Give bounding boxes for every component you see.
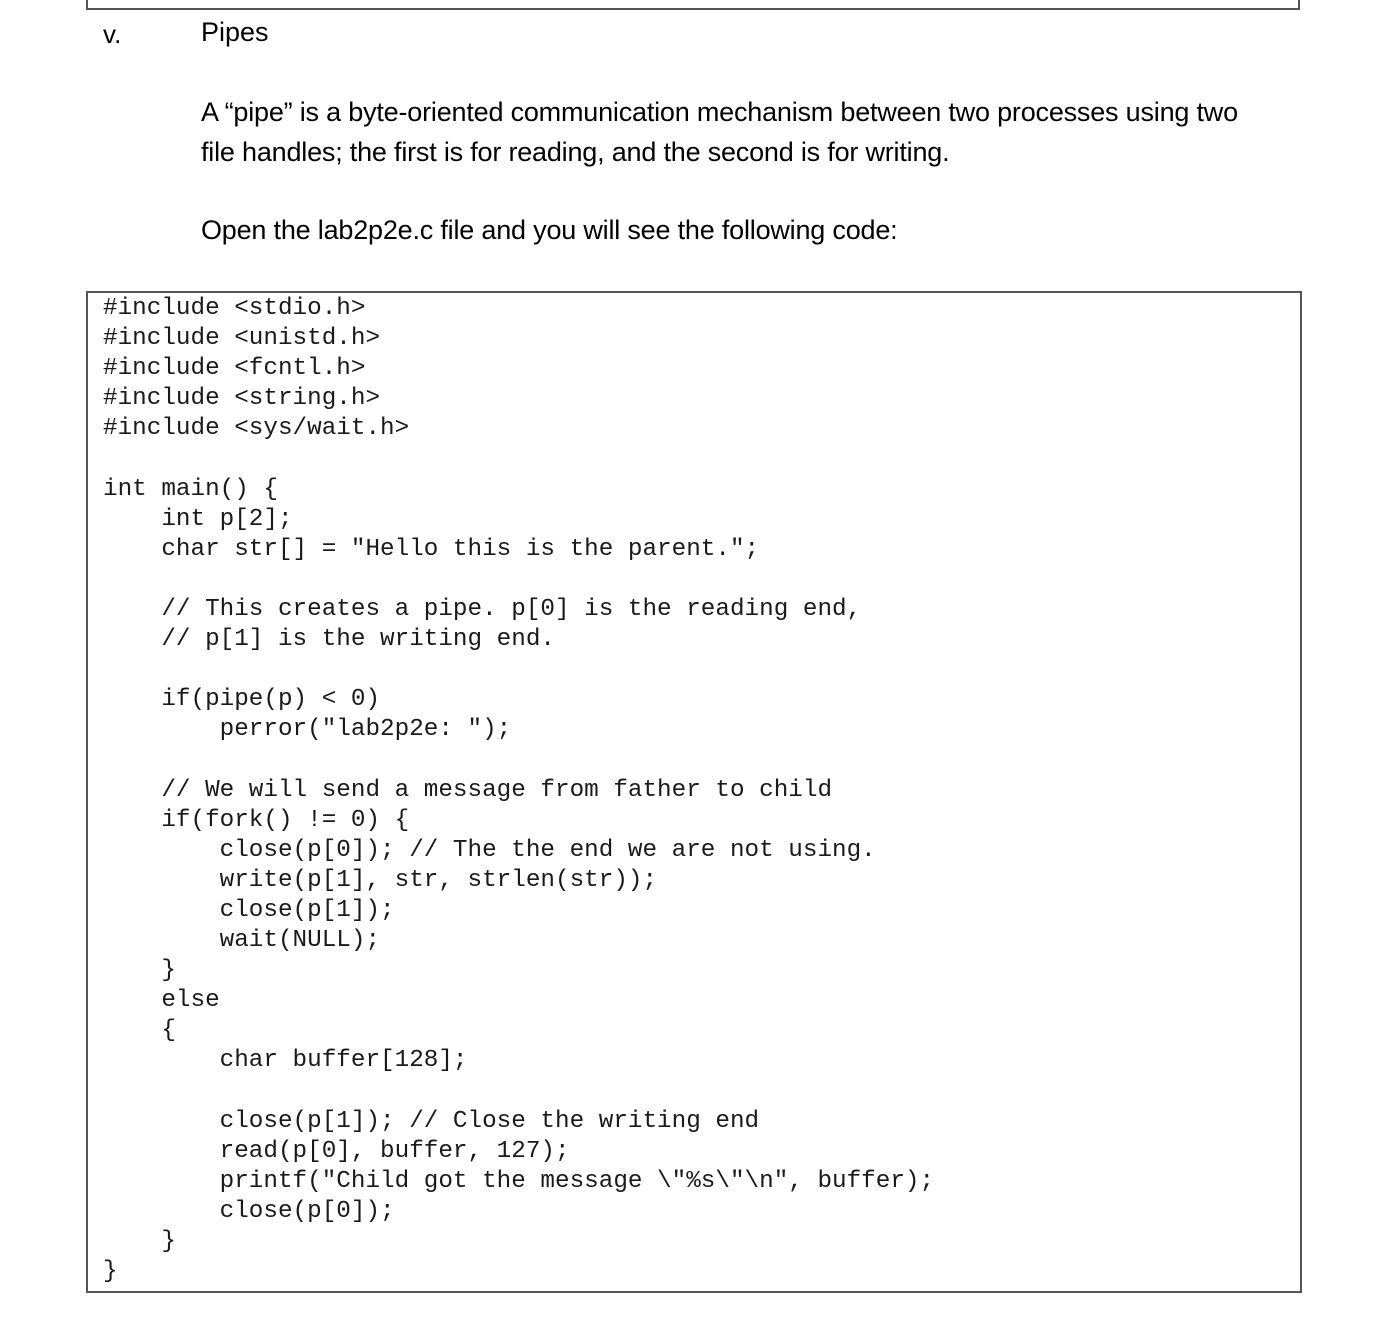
code-line: } <box>103 1258 118 1285</box>
code-line: char buffer[128]; <box>103 1047 468 1075</box>
paragraph-line: file handles; the first is for reading, and the second is for writing. <box>201 137 950 167</box>
code-line: read(p[0], buffer, 127); <box>103 1137 570 1165</box>
previous-box-edge <box>86 0 1300 10</box>
open-file-instruction: Open the lab2p2e.c file and you will see the following code: <box>201 215 898 245</box>
section-title: Pipes <box>201 17 269 47</box>
code-line: else <box>103 987 220 1015</box>
code-line: wait(NULL); <box>103 926 381 954</box>
code-line: #include <string.h> <box>103 385 381 413</box>
code-line: #include <fcntl.h> <box>103 355 366 383</box>
code-line: if(fork() != 0) { <box>103 806 410 834</box>
code-line: char str[] = "Hello this is the parent."; <box>103 535 760 563</box>
code-line: { <box>103 1017 176 1045</box>
code-line <box>103 565 934 595</box>
code-line <box>103 745 934 775</box>
pipe-description <box>201 92 1238 172</box>
code-line: perror("lab2p2e: "); <box>103 716 512 744</box>
code-line: #include <stdio.h> <box>103 295 366 322</box>
code-line <box>103 1076 934 1106</box>
code-line: int main() { <box>103 475 278 503</box>
code-line: } <box>103 1227 176 1255</box>
code-line: #include <sys/wait.h> <box>103 415 410 443</box>
code-line <box>103 655 934 685</box>
paragraph-line: A “pipe” is a byte-oriented communication mechanism between two processes using two <box>201 97 1238 127</box>
code-line: } <box>103 957 176 985</box>
code-line: close(p[1]); // Close the writing end <box>103 1107 760 1135</box>
section-number: v. <box>103 19 122 49</box>
code-line: close(p[1]); <box>103 896 395 924</box>
code-line <box>103 444 934 474</box>
code-line: close(p[0]); // The the end we are not using. <box>103 836 876 864</box>
code-line: close(p[0]); <box>103 1197 395 1225</box>
code-line: // We will send a message from father to child <box>103 776 833 804</box>
code-line: printf("Child got the message \"%s\"\n", buffer); <box>103 1167 935 1195</box>
code-line: // This creates a pipe. p[0] is the reading end, <box>103 595 862 623</box>
code-listing <box>103 294 934 1287</box>
code-line: int p[2]; <box>103 505 293 533</box>
code-line: #include <unistd.h> <box>103 325 381 353</box>
code-line: write(p[1], str, strlen(str)); <box>103 866 658 894</box>
code-line: if(pipe(p) < 0) <box>103 686 381 714</box>
code-line: // p[1] is the writing end. <box>103 626 555 654</box>
